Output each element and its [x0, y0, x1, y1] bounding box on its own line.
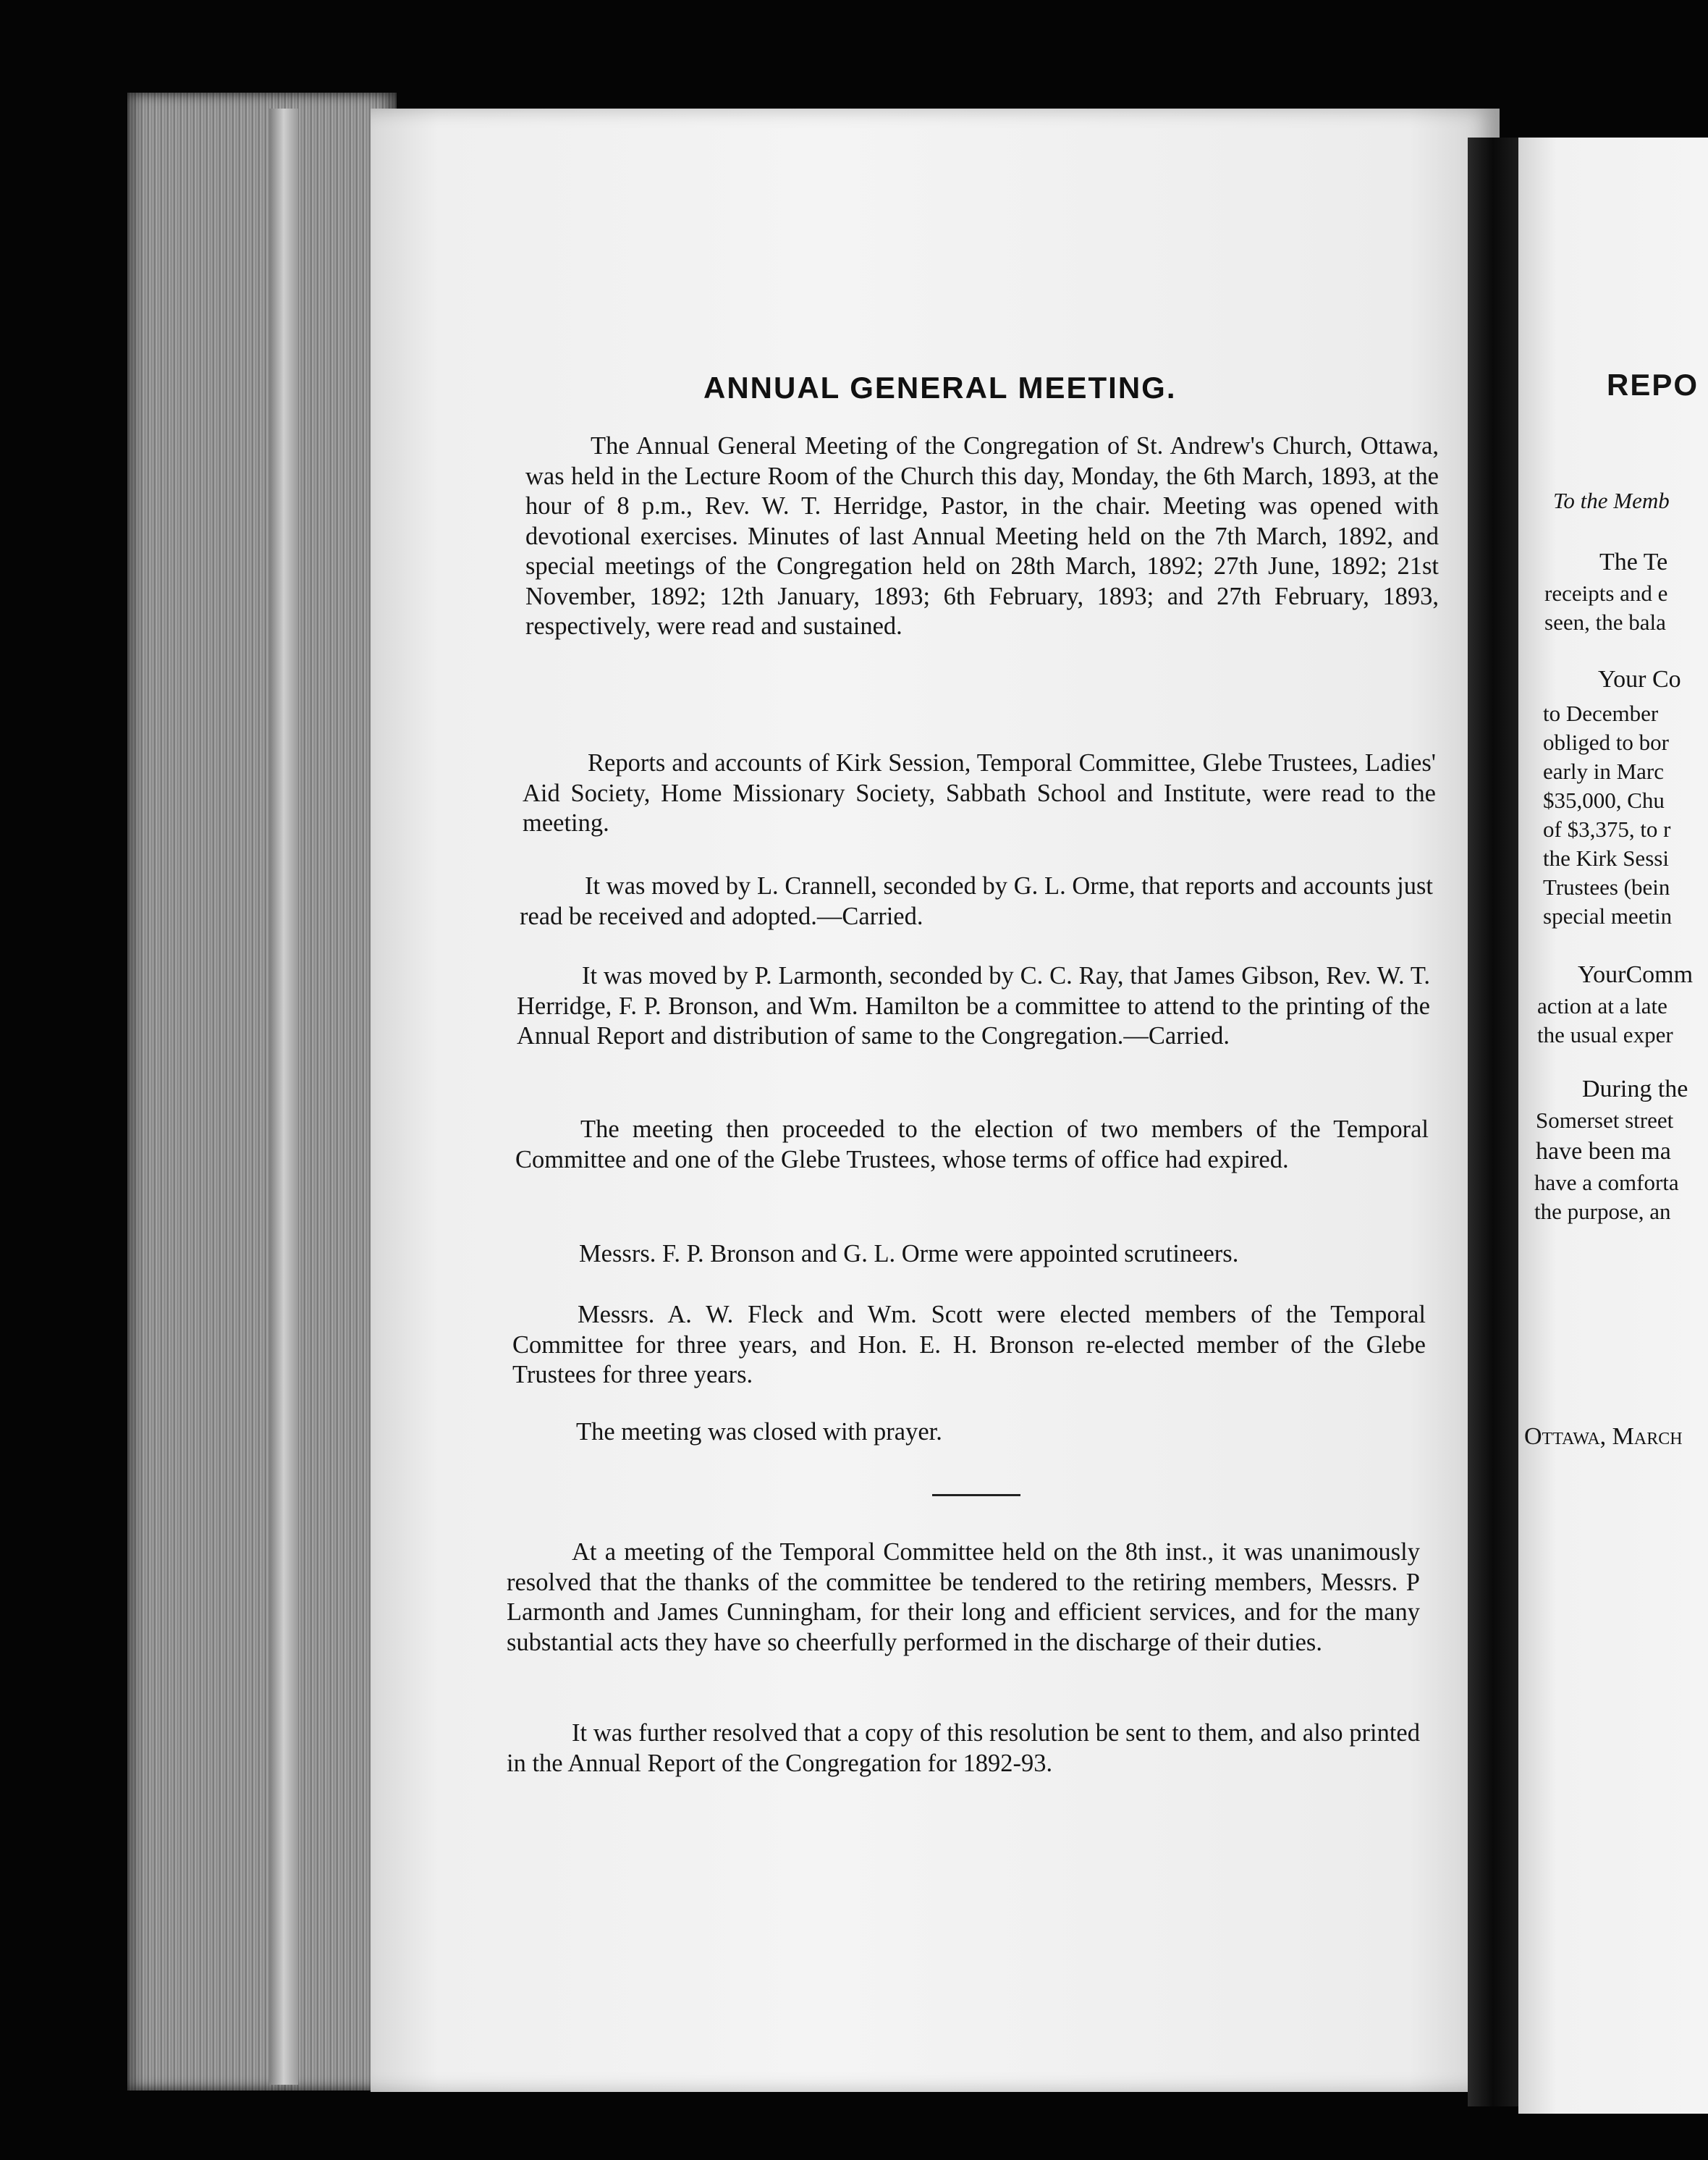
right-line: obliged to bor — [1543, 730, 1669, 755]
right-line: have a comforta — [1534, 1170, 1679, 1195]
right-line: the purpose, an — [1534, 1199, 1671, 1224]
right-line: Your Co — [1598, 666, 1681, 693]
right-line: During the — [1582, 1076, 1688, 1102]
right-line: have been ma — [1536, 1138, 1671, 1165]
right-line: the Kirk Sessi — [1543, 845, 1669, 871]
right-line: YourComm — [1578, 961, 1694, 988]
right-line: $35,000, Chu — [1543, 788, 1665, 813]
page-edge-shadow — [269, 109, 298, 2085]
right-page-salutation: To the Memb — [1553, 488, 1670, 513]
paragraph-resolution-copy: It was further resolved that a copy of this resolution be sent to them, and also printed in the Annual Report of the Congregation for 1892-93. — [507, 1719, 1420, 1777]
right-line: The Te — [1599, 549, 1668, 575]
right-line: of $3,375, to r — [1543, 817, 1671, 842]
right-line: Somerset street — [1536, 1108, 1674, 1133]
paragraph-printing-committee: It was moved by P. Larmonth, seconded by C. C. Ray, that James Gibson, Rev. W. T. Herridge, F. P. Bronson, and Wm. Hamilton be a committee to attend to the printing of the Annual Report and distribution of same to the Congregation.—Carried. — [517, 962, 1430, 1050]
paragraph-elected-members: Messrs. A. W. Fleck and Wm. Scott were elected members of the Temporal Committee for three years, and Hon. E. H. Bronson re-elected member of the Glebe Trustees for three years. — [512, 1301, 1426, 1388]
right-line: Trustees (bein — [1543, 874, 1670, 900]
section-divider — [932, 1494, 1020, 1496]
right-page-heading: REPO — [1607, 368, 1699, 402]
right-line: action at a late — [1537, 993, 1667, 1018]
left-page — [371, 109, 1500, 2092]
right-page-signature: Ottawa, March — [1524, 1423, 1683, 1450]
book-gutter — [1468, 138, 1518, 2106]
right-page — [1518, 138, 1708, 2114]
right-line: to December — [1543, 701, 1659, 726]
paragraph-scrutineers: Messrs. F. P. Bronson and G. L. Orme were appointed scrutineers. — [579, 1240, 1239, 1267]
right-line: early in Marc — [1543, 759, 1664, 784]
book-page-edges — [127, 93, 397, 2091]
right-line: the usual exper — [1537, 1022, 1673, 1047]
right-line: seen, the bala — [1544, 609, 1666, 635]
paragraph-motion-adopted: It was moved by L. Crannell, seconded by G. L. Orme, that reports and accounts just read be received and adopted.—Carried. — [520, 872, 1433, 930]
right-line: special meetin — [1543, 903, 1673, 929]
paragraph-closed-prayer: The meeting was closed with prayer. — [576, 1418, 942, 1446]
paragraph-temporal-committee-thanks: At a meeting of the Temporal Committee held on the 8th inst., it was unanimously resolved that the thanks of the committee be tendered to the retiring members, Messrs. P Larmonth and James Cunningham, for their long and efficient services, and for the many substantial acts they have so cheerfully performed in the discharge of their duties. — [507, 1538, 1420, 1656]
page-heading: ANNUAL GENERAL MEETING. — [703, 371, 1177, 405]
paragraph-reports-read: Reports and accounts of Kirk Session, Temporal Committee, Glebe Trustees, Ladies' Aid Society, Home Missionary Society, Sabbath School and Institute, were read to the meeting. — [523, 749, 1436, 837]
right-line: receipts and e — [1544, 581, 1668, 606]
paragraph-election: The meeting then proceeded to the election of two members of the Temporal Committee and one of the Glebe Trustees, whose terms of office had expired. — [515, 1115, 1429, 1173]
paragraph-meeting-opened: The Annual General Meeting of the Congregation of St. Andrew's Church, Ottawa, was held in the Lecture Room of the Church this day, Monday, the 6th March, 1893, at the hour of 8 p.m., Rev. W. T. Herridge, Pastor, in the chair. Meeting was opened with devotional exercises. Minutes of last Annual Meeting held on the 7th March, 1892, and special meetings of the Congregation held on 28th March, 1892; 27th June, 1892; 21st November, 1892; 12th January, 1893; 6th February, 1893; and 27th February, 1893, respectively, were read and sustained. — [525, 432, 1439, 640]
